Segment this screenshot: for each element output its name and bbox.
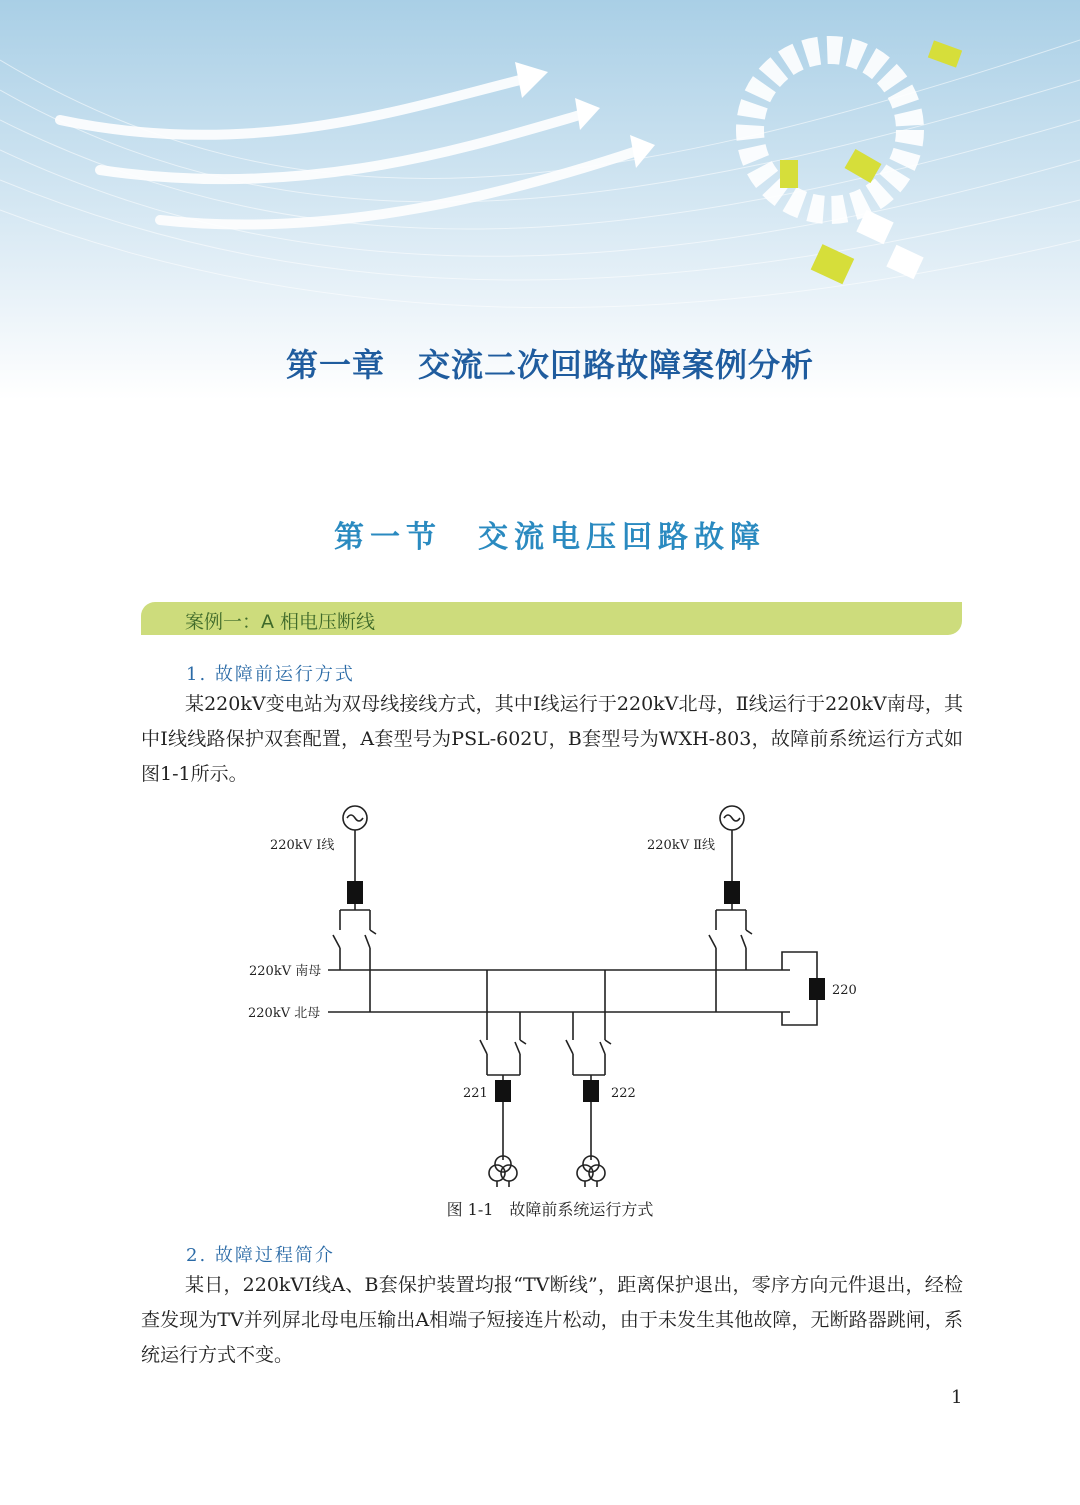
breaker-icon bbox=[583, 1080, 599, 1102]
label-feeder-222: 222 bbox=[611, 1086, 636, 1101]
label-feeder-221: 221 bbox=[463, 1086, 488, 1101]
label-line-2: 220kV Ⅱ线 bbox=[647, 838, 716, 853]
line-1-connection bbox=[333, 830, 376, 1012]
subsection-heading: 2. 故障过程简介 bbox=[186, 1245, 335, 1266]
page-number: 1 bbox=[951, 1387, 963, 1408]
label-coupler: 220 bbox=[832, 983, 857, 998]
transformer-icon bbox=[489, 1156, 517, 1187]
feeder-222 bbox=[566, 970, 611, 1160]
case-title: 案例一：A 相电压断线 bbox=[185, 611, 376, 633]
paragraph: 某220kV变电站为双母线接线方式，其中Ⅰ线运行于220kV北母，Ⅱ线运行于220kV南母，其中Ⅰ线线路保护双套配置，A套型号为PSL-602U，B套型号为WXH-803，故障前系统运行方式如图1-1所示。 bbox=[141, 693, 963, 785]
transformer-icon bbox=[577, 1156, 605, 1187]
chapter-title: 第一章 交流二次回路故障案例分析 bbox=[285, 346, 814, 384]
section-title: 第一节 交流电压回路故障 bbox=[334, 520, 766, 555]
bus-bars bbox=[328, 970, 790, 1012]
line-2-connection bbox=[709, 830, 752, 1012]
breaker-icon bbox=[347, 881, 363, 904]
figure-caption: 图 1-1 故障前系统运行方式 bbox=[446, 1200, 654, 1219]
label-north-bus: 220kV 北母 bbox=[248, 1006, 321, 1021]
breaker-icon bbox=[809, 978, 825, 1000]
subsection-heading: 1. 故障前运行方式 bbox=[186, 664, 355, 685]
label-south-bus: 220kV 南母 bbox=[249, 964, 322, 979]
label-line-1: 220kV Ⅰ线 bbox=[270, 838, 335, 853]
paragraph: 某日，220kVⅠ线A、B套保护装置均报“TV断线”，距离保护退出，零序方向元件退出，经检查发现为TV并列屏北母电压输出A相端子短接连片松动，由于未发生其他故障，无断路器跳闸，系统运行方式不变。 bbox=[141, 1274, 963, 1366]
breaker-icon bbox=[495, 1080, 511, 1102]
breaker-icon bbox=[724, 881, 740, 904]
feeder-221 bbox=[480, 970, 526, 1160]
